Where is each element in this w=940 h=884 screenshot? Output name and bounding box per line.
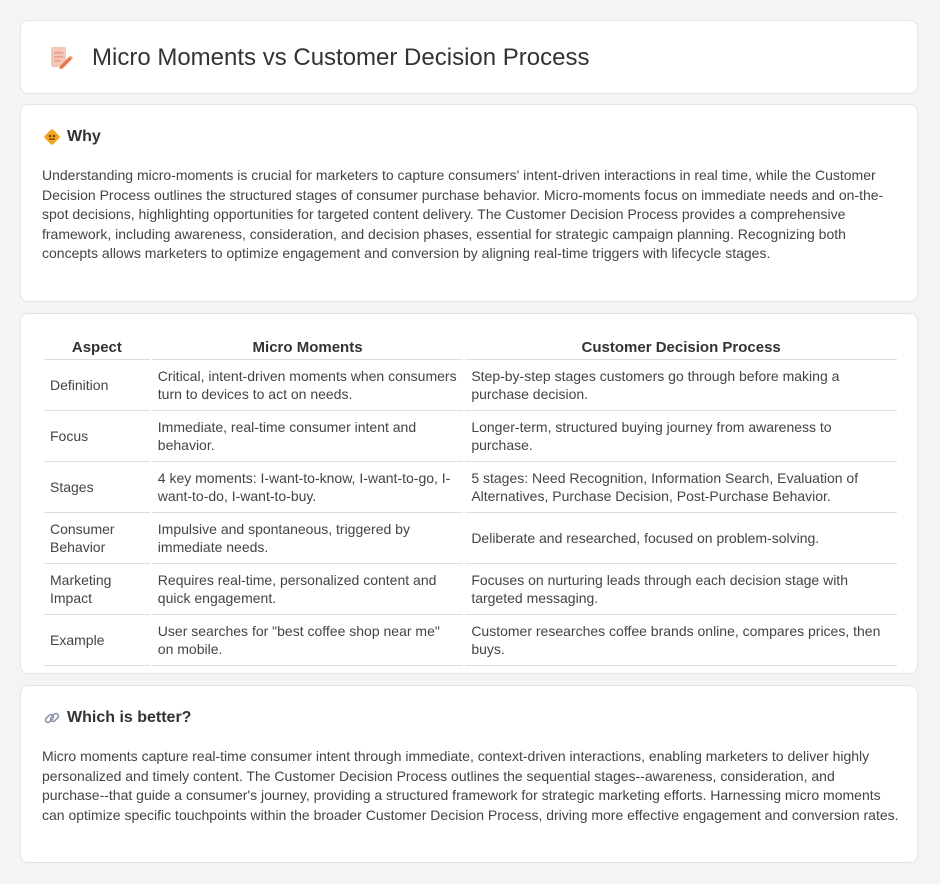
row-customer-decision-process: Deliberate and researched, focused on problem-solving. [465, 513, 897, 564]
row-aspect: Marketing Impact [44, 564, 150, 615]
row-aspect: Stages [44, 462, 150, 513]
why-section [20, 104, 918, 302]
row-micro-moments: Critical, intent-driven moments when consumers turn to devices to act on needs. [152, 360, 464, 411]
row-aspect: Focus [44, 411, 150, 462]
header-card [20, 20, 918, 94]
table-header-row [44, 336, 897, 360]
row-customer-decision-process: Longer-term, structured buying journey from awareness to purchase. [465, 411, 897, 462]
row-customer-decision-process: Step-by-step stages customers go through before making a purchase decision. [465, 360, 897, 411]
row-customer-decision-process: Customer researches coffee brands online, compares prices, then buys. [465, 615, 897, 666]
table-row [44, 411, 897, 462]
header-aspect: Aspect [44, 336, 150, 360]
better-text: Micro moments capture real-time consumer intent through immediate, context-driven interactions, enabling marketers to deliver highly personalized and timely content. The Customer Decision Process outlines the sequential stages--awareness, consideration, and purchase--that guide a consumer's journey, providing a structured framework for strategic marketing efforts. Harnessing micro moments can optimize specific touchpoints within the broader Customer Decision Process, driving more effective engagement and conversion rates. [42, 748, 899, 823]
diamond-sign-icon [43, 128, 61, 146]
header-micro-moments: Micro Moments [152, 336, 464, 360]
row-micro-moments: Requires real-time, personalized content and quick engagement. [152, 564, 464, 615]
why-heading: Why [67, 128, 101, 145]
table-row [44, 615, 897, 666]
why-heading-row [43, 127, 101, 147]
page-title: Micro Moments vs Customer Decision Process [92, 44, 590, 71]
row-aspect: Definition [44, 360, 150, 411]
which-is-better-section [20, 685, 918, 863]
table-row [44, 462, 897, 513]
why-text: Understanding micro-moments is crucial for marketers to capture consumers' intent-driven interactions in real time, while the Customer Decision Process outlines the structured stages of consumer purchase behavior. Micro-moments focus on immediate needs and on-the-spot decisions, highlighting opportunities for targeted content delivery. The Customer Decision Process provides a comprehensive framework, including awareness, consideration, and decision phases, essential for strategic campaign planning. Recognizing both concepts allows marketers to optimize engagement and conversion by aligning real-time triggers with lifecycle stages. [42, 167, 884, 262]
row-customer-decision-process: 5 stages: Need Recognition, Information Search, Evaluation of Alternatives, Purchase Decision, Post-Purchase Behavior. [465, 462, 897, 513]
table-row [44, 513, 897, 564]
table-row [44, 360, 897, 411]
comparison-section [20, 313, 918, 674]
row-micro-moments: 4 key moments: I-want-to-know, I-want-to-go, I-want-to-do, I-want-to-buy. [152, 462, 464, 513]
row-micro-moments: Impulsive and spontaneous, triggered by immediate needs. [152, 513, 464, 564]
better-heading: Which is better? [67, 709, 192, 726]
row-micro-moments: User searches for "best coffee shop near me" on mobile. [152, 615, 464, 666]
row-aspect: Consumer Behavior [44, 513, 150, 564]
row-micro-moments: Immediate, real-time consumer intent and behavior. [152, 411, 464, 462]
comparison-table [42, 336, 899, 666]
better-heading-row [43, 708, 191, 728]
link-icon [43, 709, 61, 727]
row-aspect: Example [44, 615, 150, 666]
row-customer-decision-process: Focuses on nurturing leads through each decision stage with targeted messaging. [465, 564, 897, 615]
document-pencil-icon [47, 45, 73, 71]
header-customer-decision-process: Customer Decision Process [465, 336, 897, 360]
table-row [44, 564, 897, 615]
